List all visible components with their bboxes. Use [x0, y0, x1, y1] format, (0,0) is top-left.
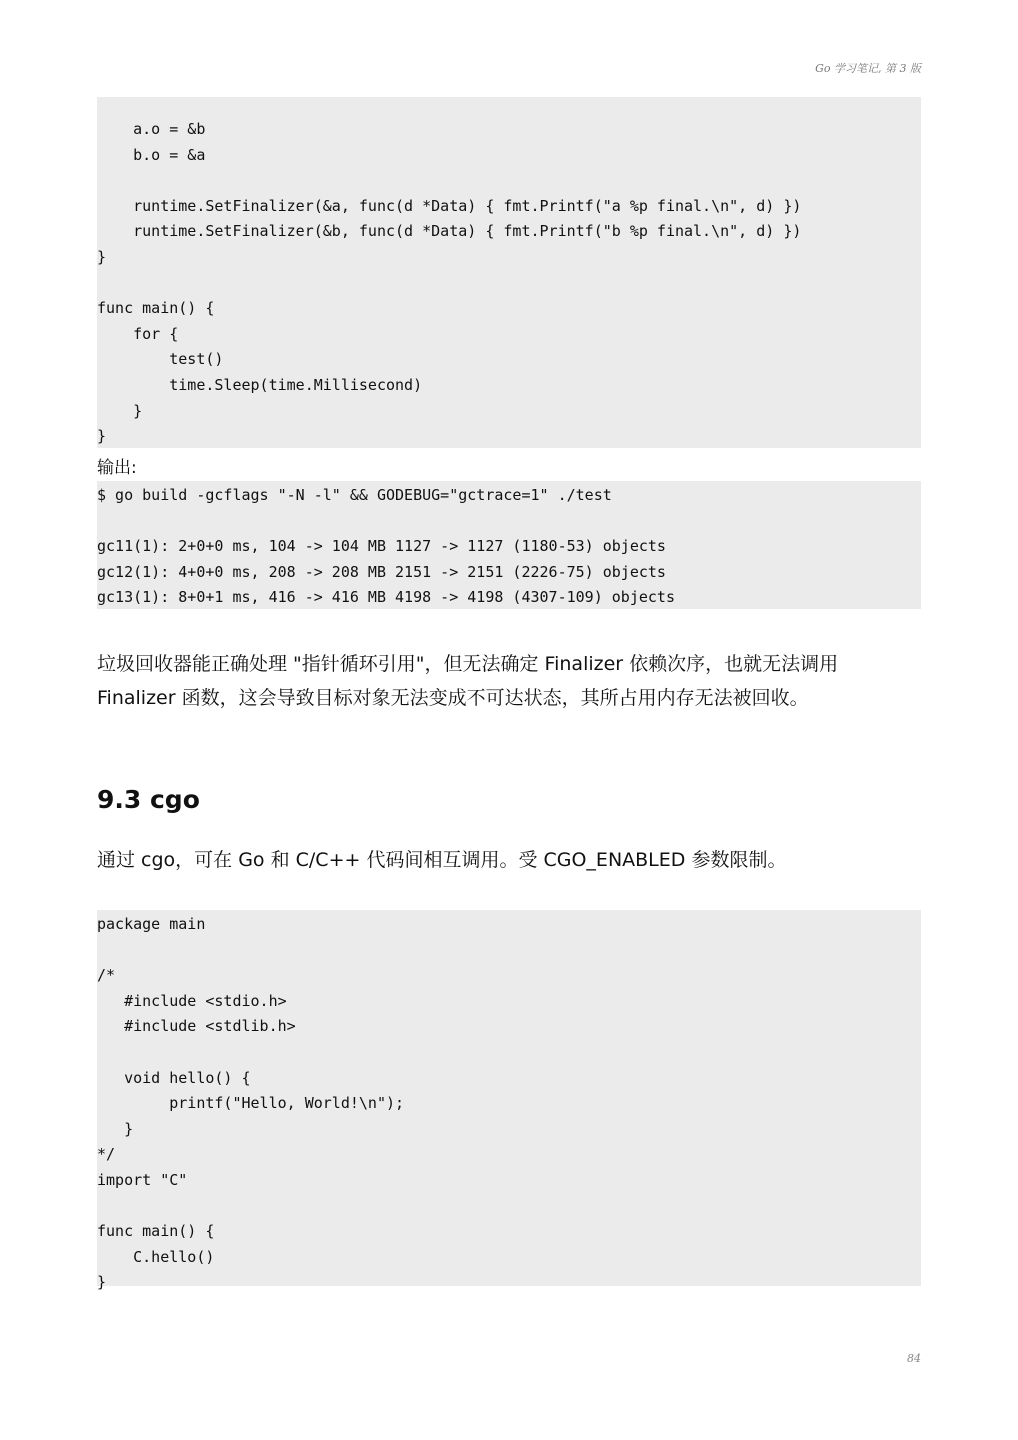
code-line: runtime.SetFinalizer(&b, func(d *Data) { fmt.Printf("b %p final.\n", d) })	[97, 222, 802, 241]
code-line: gc11(1): 2+0+0 ms, 104 -> 104 MB 1127 -> 1127 (1180-53) objects	[97, 537, 666, 556]
paragraph-finalizer-note: 垃圾回收器能正确处理 "指针循环引用"，但无法确定 Finalizer 依赖次序，也就无法调用 Finalizer 函数，这会导致目标对象无法变成不可达状态，其所占用内存无法被回收。	[97, 653, 839, 709]
page-number: 84	[907, 1352, 921, 1365]
code-line: /*	[97, 966, 116, 985]
code-line: void hello() {	[97, 1068, 251, 1087]
code-line: a.o = &b	[97, 120, 206, 138]
code-line: time.Sleep(time.Millisecond)	[97, 375, 423, 394]
code-line	[97, 1194, 921, 1220]
code-line: printf("Hello, World!\n");	[97, 1094, 405, 1113]
code-line: */	[97, 1145, 116, 1164]
code-line: package main	[97, 915, 206, 933]
code-line	[97, 168, 921, 194]
code-line: C.hello()	[97, 1247, 215, 1266]
code-line: func main() {	[97, 299, 215, 318]
code-line	[97, 1040, 921, 1066]
output-block-gctrace	[97, 481, 921, 609]
code-block-cgo-example	[97, 910, 921, 1292]
code-line: }	[97, 401, 143, 420]
code-line: b.o = &a	[97, 145, 206, 164]
running-header: Go 学习笔记, 第 3 版	[815, 62, 921, 75]
code-line: }	[97, 427, 107, 446]
code-line: }	[97, 1273, 107, 1292]
code-block-finalizer-example	[97, 97, 921, 448]
code-line: #include <stdlib.h>	[97, 1017, 296, 1036]
code-line: }	[97, 1119, 134, 1138]
code-line	[97, 271, 921, 297]
code-line: import "C"	[97, 1170, 188, 1189]
code-line: #include <stdio.h>	[97, 991, 287, 1010]
code-line: test()	[97, 350, 224, 369]
section-heading-cgo: 9.3 cgo	[97, 785, 200, 814]
code-line: runtime.SetFinalizer(&a, func(d *Data) { fmt.Printf("a %p final.\n", d) })	[97, 196, 802, 215]
code-line: $ go build -gcflags "-N -l" && GODEBUG="gctrace=1" ./test	[97, 486, 612, 504]
output-label: 输出:	[97, 458, 137, 478]
code-line: for {	[97, 324, 179, 343]
code-line	[97, 509, 921, 535]
code-line: func main() {	[97, 1222, 215, 1241]
code-line: }	[97, 247, 107, 266]
code-line	[97, 938, 921, 964]
code-line: gc13(1): 8+0+1 ms, 416 -> 416 MB 4198 -> 4198 (4307-109) objects	[97, 588, 675, 607]
paragraph-cgo-intro: 通过 cgo，可在 Go 和 C/C++ 代码间相互调用。受 CGO_ENABLED 参数限制。	[97, 849, 787, 871]
code-line: gc12(1): 4+0+0 ms, 208 -> 208 MB 2151 -> 2151 (2226-75) objects	[97, 562, 666, 581]
